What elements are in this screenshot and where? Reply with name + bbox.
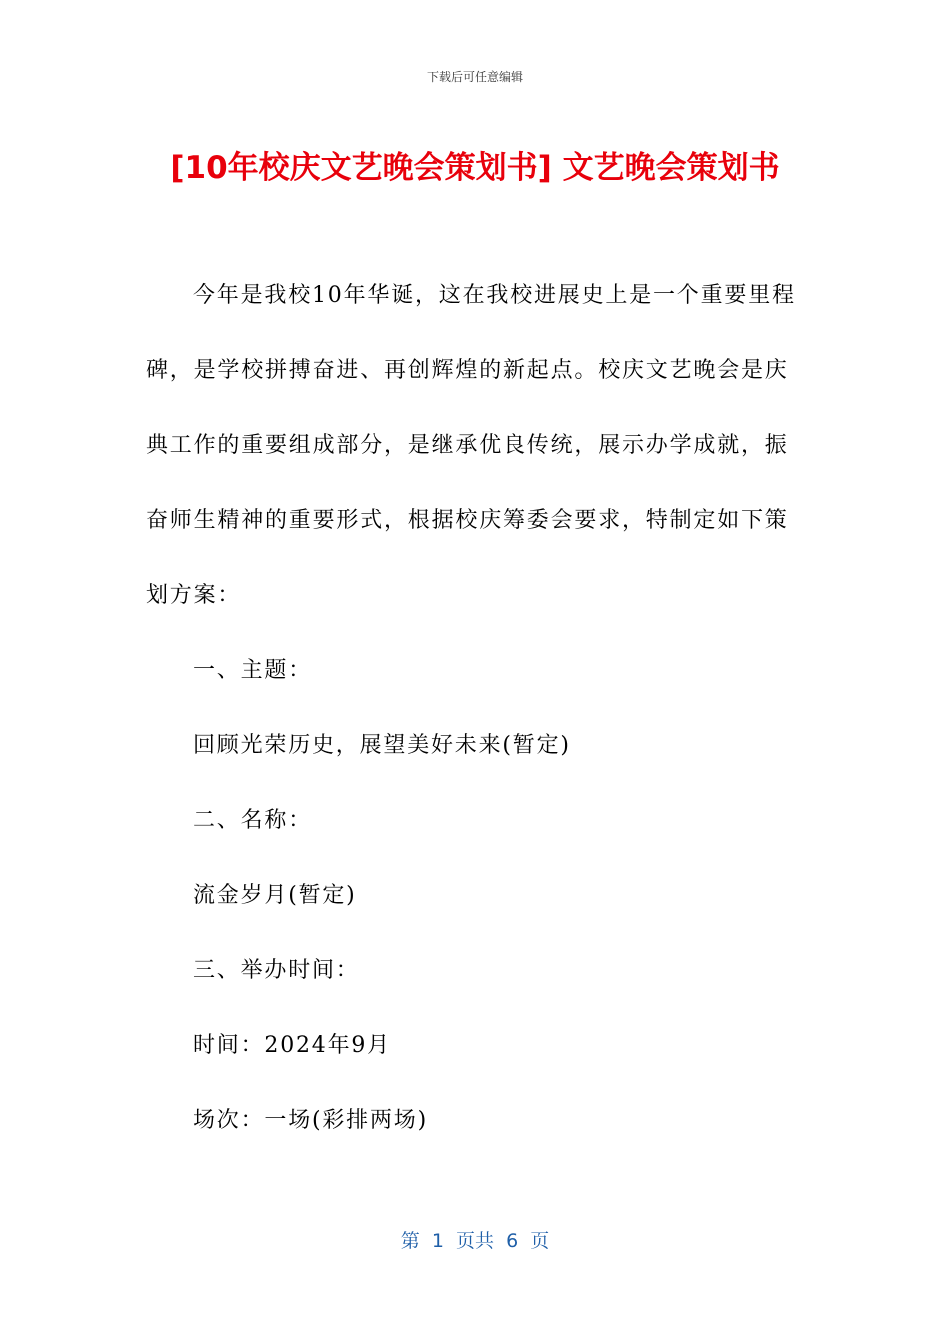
section-heading-name: 二、名称：: [193, 808, 313, 833]
session-text: 场次：一场(彩排两场): [193, 1108, 428, 1133]
intro-paragraph: 今年是我校10年华诞，这在我校进展史上是一个重要里程碑，是学校拼搏奋进、再创辉煌的新起点。校庆文艺晚会是庆典工作的重要组成部分，是继承优良传统，展示办学成就，振奋师生精神的重要形式，根据校庆筹委会要求，特制定如下策划方案：: [146, 283, 796, 608]
section-heading-time: 三、举办时间：: [193, 958, 360, 983]
document-title: [10年校庆文艺晚会策划书] 文艺晚会策划书: [170, 150, 780, 186]
header-note: 下载后可任意编辑: [426, 70, 523, 84]
document-body: [146, 258, 806, 1158]
theme-text: 回顾光荣历史，展望美好未来(暂定): [193, 733, 571, 758]
section-heading-theme: 一、主题：: [193, 658, 313, 683]
name-text: 流金岁月(暂定): [193, 883, 357, 908]
time-text: 时间：2024年9月: [193, 1033, 391, 1058]
page-footer: 第 1 页共 6 页: [400, 1230, 550, 1252]
